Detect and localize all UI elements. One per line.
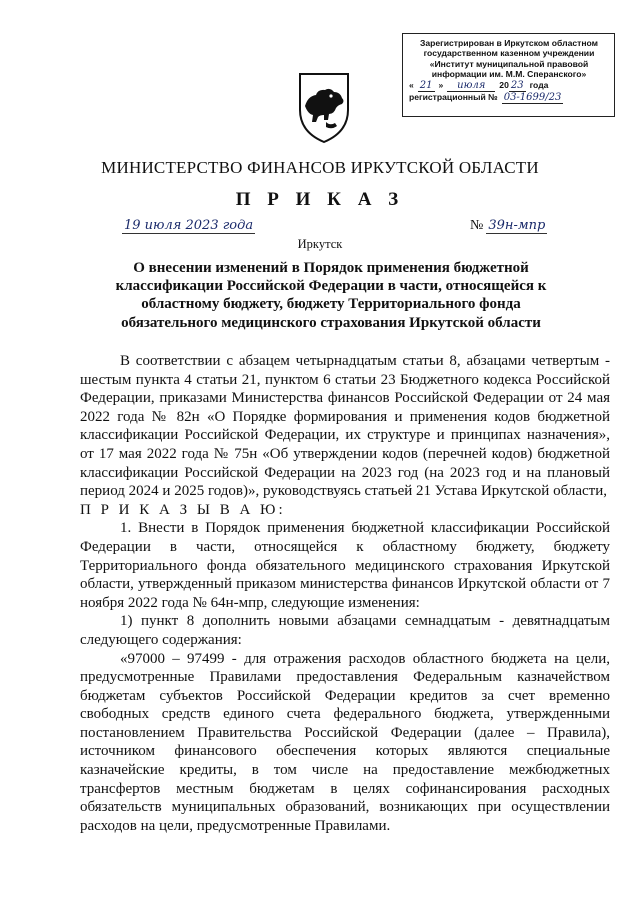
order-date: 19 июля 2023 года	[124, 218, 254, 233]
document-title: О внесении изменений в Порядок применения бюджетной классификации Российской Федерации в части, относящейся к областному бюджету, бюджету Территориального фонда обязательного медицинского страхования Иркутской области	[115, 260, 547, 331]
stamp-reg-number: 03-1699/23	[503, 92, 562, 104]
registration-stamp	[402, 33, 615, 117]
irkutsk-coat-of-arms-icon	[296, 70, 352, 144]
stamp-day: 21	[419, 79, 433, 91]
stamp-line: «Институт муниципальной правовой	[429, 58, 589, 69]
stamp-line: государственном казенном учреждении	[423, 48, 595, 59]
stamp-reg-row	[409, 92, 609, 104]
stamp-line: информации им. М.М. Сперанского»	[431, 69, 587, 80]
item-1-paragraph: 1. Внести в Порядок применения бюджетной классификации Российской Федерации в части, относящейся к областному бюджету, бюджету Территориального фонда обязательного медицинского страхования Иркутской области, утвержденный приказом министерства финансов Иркутской области от 7 ноября 2022 года № 64н-мпр, следующие изменения:	[80, 520, 610, 611]
document-type: П Р И К А З	[235, 189, 405, 210]
stamp-reg-label: регистрационный №	[409, 92, 498, 103]
stamp-line: Зарегистрирован в Иркутском областном	[419, 38, 599, 48]
stamp-year-prefix: 20	[499, 79, 509, 90]
order-number	[470, 218, 547, 234]
order-number-value: 39н-мпр	[488, 218, 546, 233]
document-body	[80, 352, 610, 835]
order-word: П Р И К А З Ы В А Ю:	[80, 501, 286, 518]
stamp-header	[409, 38, 609, 80]
stamp-date-row: « 21 » июля 20 23 года	[409, 79, 549, 91]
preamble-paragraph: В соответствии с абзацем четырнадцатым статьи 8, абзацами четвертым - шестым пункта 4 статьи 21, пунктом 6 статьи 23 Бюджетного кодекса Российской Федерации, приказами Министерства финансов Российской Федерации от 24 мая 2022 года № 82н «О Порядке формирования и применения кодов бюджетной классификации Российской Федерации, их структуре и принципах назначения», от 17 мая 2022 года № 75н «Об утверждении кодов (перечней кодов) бюджетной классификации Российской Федерации на 2023 год (на 2023 год и на плановый период 2024 и 2025 годов)», руководствуясь статьей 21 Устава Иркутской области,	[80, 353, 610, 500]
order-number-label: №	[470, 218, 484, 233]
stamp-year-word: года	[529, 79, 549, 90]
stamp-year-suffix: 23	[510, 79, 524, 91]
city: Иркутск	[297, 237, 343, 251]
item-1-1-paragraph: 1) пункт 8 дополнить новыми абзацами семнадцатым - девятнадцатым следующего содержания:	[80, 613, 610, 648]
quoted-paragraph: «97000 – 97499 - для отражения расходов областного бюджета на цели, предусмотренные Правилами предоставления Федеральным казначейством бюджетам субъектов Российской Федерации кредитов за счет временно свободных средств единого счета федерального бюджета, утвержденными постановлением Правительства Российской Федерации (далее – Правила), источником финансового обеспечения которых являются специальные казначейские кредиты, в том числе на предоставление межбюджетных трансфертов местным бюджетам в целях софинансирования расходных обязательств муниципальных образований, возникающих при осуществлении расходов на цели, предусмотренные Правилами.	[80, 650, 610, 834]
stamp-month: июля	[447, 81, 495, 92]
ministry-name: МИНИСТЕРСТВО ФИНАНСОВ ИРКУТСКОЙ ОБЛАСТИ	[101, 158, 539, 177]
